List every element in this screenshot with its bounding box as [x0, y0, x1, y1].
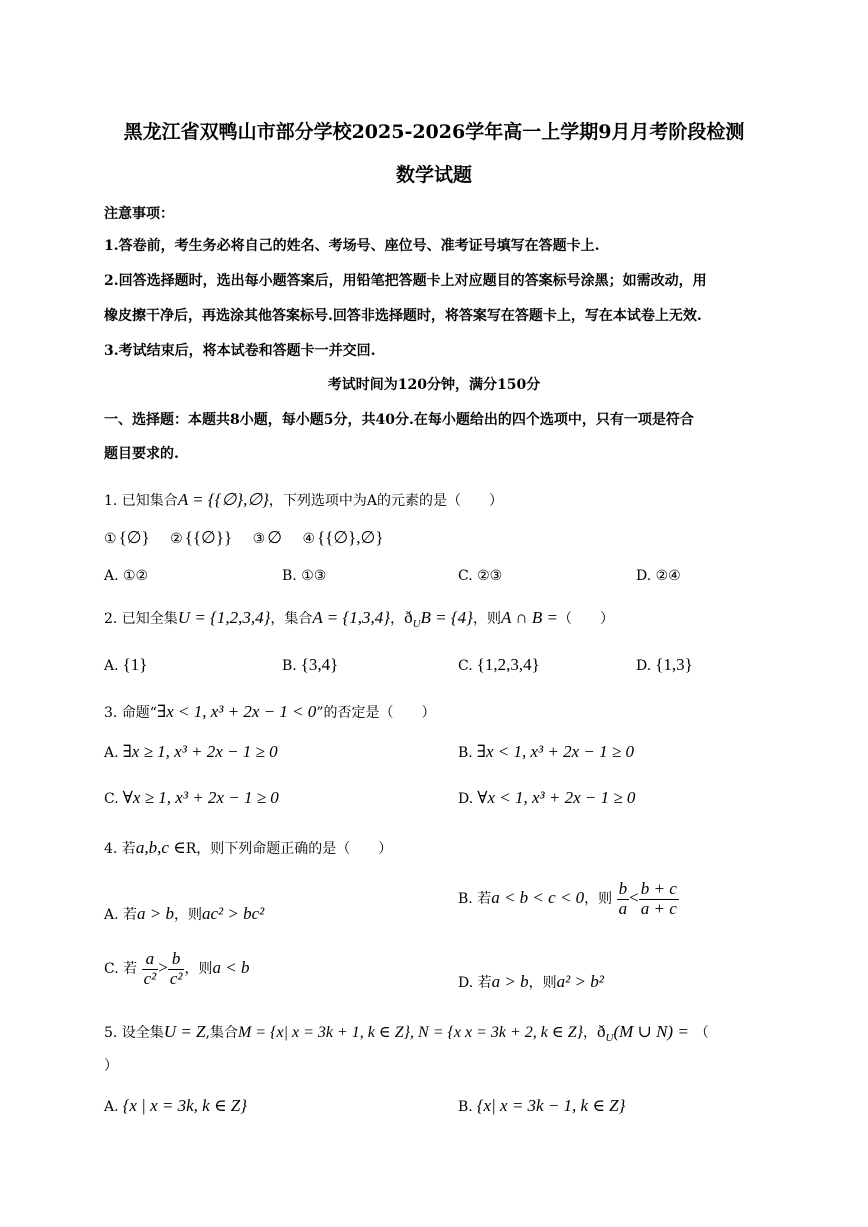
q3-option-a-label: A.	[104, 745, 119, 761]
section1-line2: 题目要求的.	[104, 446, 179, 462]
exam-title-line2: 数学试题	[395, 164, 472, 186]
q3-option-c	[104, 788, 279, 808]
q2-universal-set: U = {1,2,3,4}	[177, 608, 271, 627]
q4-option-a-label: A. 若	[104, 907, 138, 923]
q2-option-a	[104, 655, 147, 675]
q2-option-b-label: B.	[282, 658, 297, 674]
q4-option-b-condition: a < b < c < 0	[491, 888, 585, 908]
q5-paren-close: ）	[104, 1058, 118, 1074]
q2-option-d-label: D.	[636, 658, 652, 674]
q2-set-b: B = {4}	[420, 608, 473, 627]
q2-suffix1: ，则	[472, 611, 501, 627]
q1-item-1-value: {∅}	[118, 528, 150, 547]
q1-suffix: ，下列选项中为A的元素的是（ ）	[268, 493, 504, 509]
q3-proposition: ∃x < 1, x³ + 2x − 1 < 0	[156, 702, 317, 721]
q5-expression: (M ∪ N) =	[613, 1022, 689, 1041]
q5-mid: ,集合	[205, 1025, 238, 1041]
q5-option-a-value: {x | x = 3k, k ∈ Z}	[122, 1096, 248, 1115]
q4-option-c-then: ，则	[184, 961, 213, 978]
q2-option-b-value: {3,4}	[300, 655, 339, 674]
q1-prefix: 1. 已知集合	[104, 493, 178, 509]
q4-option-b-fraction-1-num: b	[618, 879, 628, 898]
q2-complement-symbol: ð	[404, 608, 413, 627]
q5-prefix: 5. 设全集	[104, 1025, 164, 1041]
q4-option-a-then: ，则	[174, 907, 202, 923]
q4-option-c-result: a < b	[212, 958, 250, 978]
q3-prefix: 3. 命题“	[104, 705, 157, 721]
q5-option-b-value: {x| x = 3k − 1, k ∈ Z}	[476, 1096, 626, 1115]
q5-complement-sub: U	[605, 1031, 614, 1044]
section1-line1: 一、选择题：本题共8小题，每小题5分，共40分.在每小题给出的四个选项中，只有一项是符合	[104, 412, 694, 428]
q1-item-2-value: {{∅}}	[184, 528, 233, 547]
q2-option-a-label: A.	[104, 658, 119, 674]
q4-suffix: R，则下列命题正确的是（ ）	[185, 841, 393, 857]
q4-option-b-fraction-2-num: b + c	[640, 879, 677, 898]
q1-option-b: B. ①③	[282, 568, 327, 584]
q5-comma: ，	[583, 1025, 598, 1041]
q5-stem	[104, 1022, 709, 1044]
q3-option-b-label: B.	[458, 745, 473, 761]
q2-option-a-value: {1}	[122, 655, 148, 674]
q5-option-b-label: B.	[458, 1099, 473, 1115]
q3-option-c-value: ∀x ≥ 1, x³ + 2x − 1 ≥ 0	[122, 788, 279, 807]
q2-mid: ，集合	[270, 611, 313, 627]
q2-option-d-value: {1,3}	[655, 655, 693, 674]
q4-option-b-fraction-2	[639, 880, 679, 918]
q1-option-d: D. ②④	[636, 568, 681, 584]
q1-item-4-num: ④	[302, 531, 316, 547]
q2-complement-sub: U	[412, 617, 421, 630]
q4-option-a-result: ac² > bc²	[202, 904, 265, 923]
q4-option-d	[458, 972, 604, 992]
q4-option-d-result: a² > b²	[556, 972, 604, 991]
q2-option-d	[636, 655, 693, 675]
q2-prefix: 2. 已知全集	[104, 611, 178, 627]
q4-option-b-fraction-1-den: a	[618, 898, 628, 918]
q4-option-b	[458, 880, 679, 918]
notice-heading: 注意事项：	[104, 206, 174, 222]
q2-option-c-label: C.	[458, 658, 473, 674]
notice-item-2a: 2.回答选择题时，选出每小题答案后，用铅笔把答题卡上对应题目的答案标号涂黑；如需改动，用	[104, 273, 707, 289]
q4-option-c-fraction-2-num: b	[168, 950, 185, 970]
q4-option-c-fraction-1-den: c²	[143, 968, 157, 988]
q3-option-d-value: ∀x < 1, x³ + 2x − 1 ≥ 0	[477, 788, 636, 807]
q4-option-d-label: D. 若	[458, 975, 492, 991]
notice-item-2b: 橡皮擦干净后，再选涂其他答案标号.回答非选择题时，将答案写在答题卡上，写在本试卷上无效.	[104, 308, 702, 324]
q4-option-c-fraction-2	[168, 950, 185, 988]
q2-stem	[104, 608, 614, 630]
q1-item-4-value: {{∅},∅}	[317, 528, 384, 547]
q4-option-c-fraction-1	[142, 950, 159, 988]
q3-option-d-label: D.	[458, 791, 474, 807]
q5-option-a-label: A.	[104, 1099, 119, 1115]
q4-prefix: 4. 若	[104, 841, 136, 857]
q1-option-a: A. ①②	[104, 568, 149, 584]
q1-items	[104, 528, 384, 548]
q1-stem	[104, 490, 503, 510]
exam-title-line1: 黑龙江省双鸭山市部分学校2025-2026学年高一上学期9月月考阶段检测	[123, 121, 745, 143]
q4-option-b-fraction-2-den: a + c	[640, 898, 677, 918]
q4-option-c-fraction-1-num: a	[142, 950, 159, 970]
q2-option-b	[282, 655, 338, 675]
q1-item-3-num: ③	[252, 531, 266, 547]
q5-paren-open: （	[694, 1025, 709, 1041]
q3-option-b-value: ∃x < 1, x³ + 2x − 1 ≥ 0	[476, 742, 634, 761]
q4-vars: a,b,c ∈	[135, 838, 186, 857]
q1-option-c: C. ②③	[458, 568, 503, 584]
q2-option-c	[458, 655, 540, 675]
q4-option-a-condition: a > b	[137, 904, 174, 923]
q2-option-c-value: {1,2,3,4}	[476, 655, 540, 674]
q3-option-a	[104, 742, 278, 762]
q5-universal-set: U = Z	[163, 1022, 206, 1041]
q2-suffix2: （ ）	[557, 611, 614, 627]
q4-option-c-relation: >	[158, 958, 168, 978]
q4-option-b-fraction-1	[617, 880, 630, 918]
q2-expression: A ∩ B =	[500, 608, 558, 627]
q4-option-b-then: ，则	[584, 891, 613, 908]
q4-option-c-label: C. 若	[104, 961, 138, 978]
q4-option-d-condition: a > b	[491, 972, 529, 991]
q1-set: A = {{∅},∅}	[177, 490, 269, 509]
q4-option-b-label: B. 若	[458, 891, 492, 908]
q2-set-a: A = {1,3,4}	[312, 608, 391, 627]
q1-item-3-value: ∅	[267, 528, 282, 547]
q4-option-a	[104, 904, 264, 924]
q4-option-c	[104, 950, 249, 988]
q5-complement-symbol: ð	[597, 1022, 606, 1041]
q4-option-c-fraction-2-den: c²	[169, 968, 183, 988]
q4-stem	[104, 838, 392, 858]
q3-suffix: ”的否定是（ ）	[316, 705, 436, 721]
q3-stem	[104, 702, 435, 722]
notice-item-3: 3.考试结束后，将本试卷和答题卡一并交回.	[104, 343, 376, 359]
q2-comma: ，	[390, 611, 405, 627]
q5-sets: M = {x| x = 3k + 1, k ∈ Z}, N = {x x = 3k + 2, k ∈ Z}	[237, 1024, 584, 1041]
q4-option-d-then: ，则	[528, 975, 557, 991]
q3-option-b	[458, 742, 634, 762]
q4-option-b-relation: <	[629, 888, 639, 908]
notice-item-1: 1.答卷前，考生务必将自己的姓名、考场号、座位号、准考证号填写在答题卡上.	[104, 238, 600, 254]
q1-item-1-num: ①	[104, 531, 117, 547]
q5-option-a	[104, 1096, 247, 1116]
q3-option-a-value: ∃x ≥ 1, x³ + 2x − 1 ≥ 0	[122, 742, 278, 761]
q3-option-d	[458, 788, 635, 808]
exam-info: 考试时间为120分钟，满分150分	[327, 377, 541, 393]
q5-option-b	[458, 1096, 625, 1116]
q1-item-2-num: ②	[170, 531, 183, 547]
q3-option-c-label: C.	[104, 791, 119, 807]
